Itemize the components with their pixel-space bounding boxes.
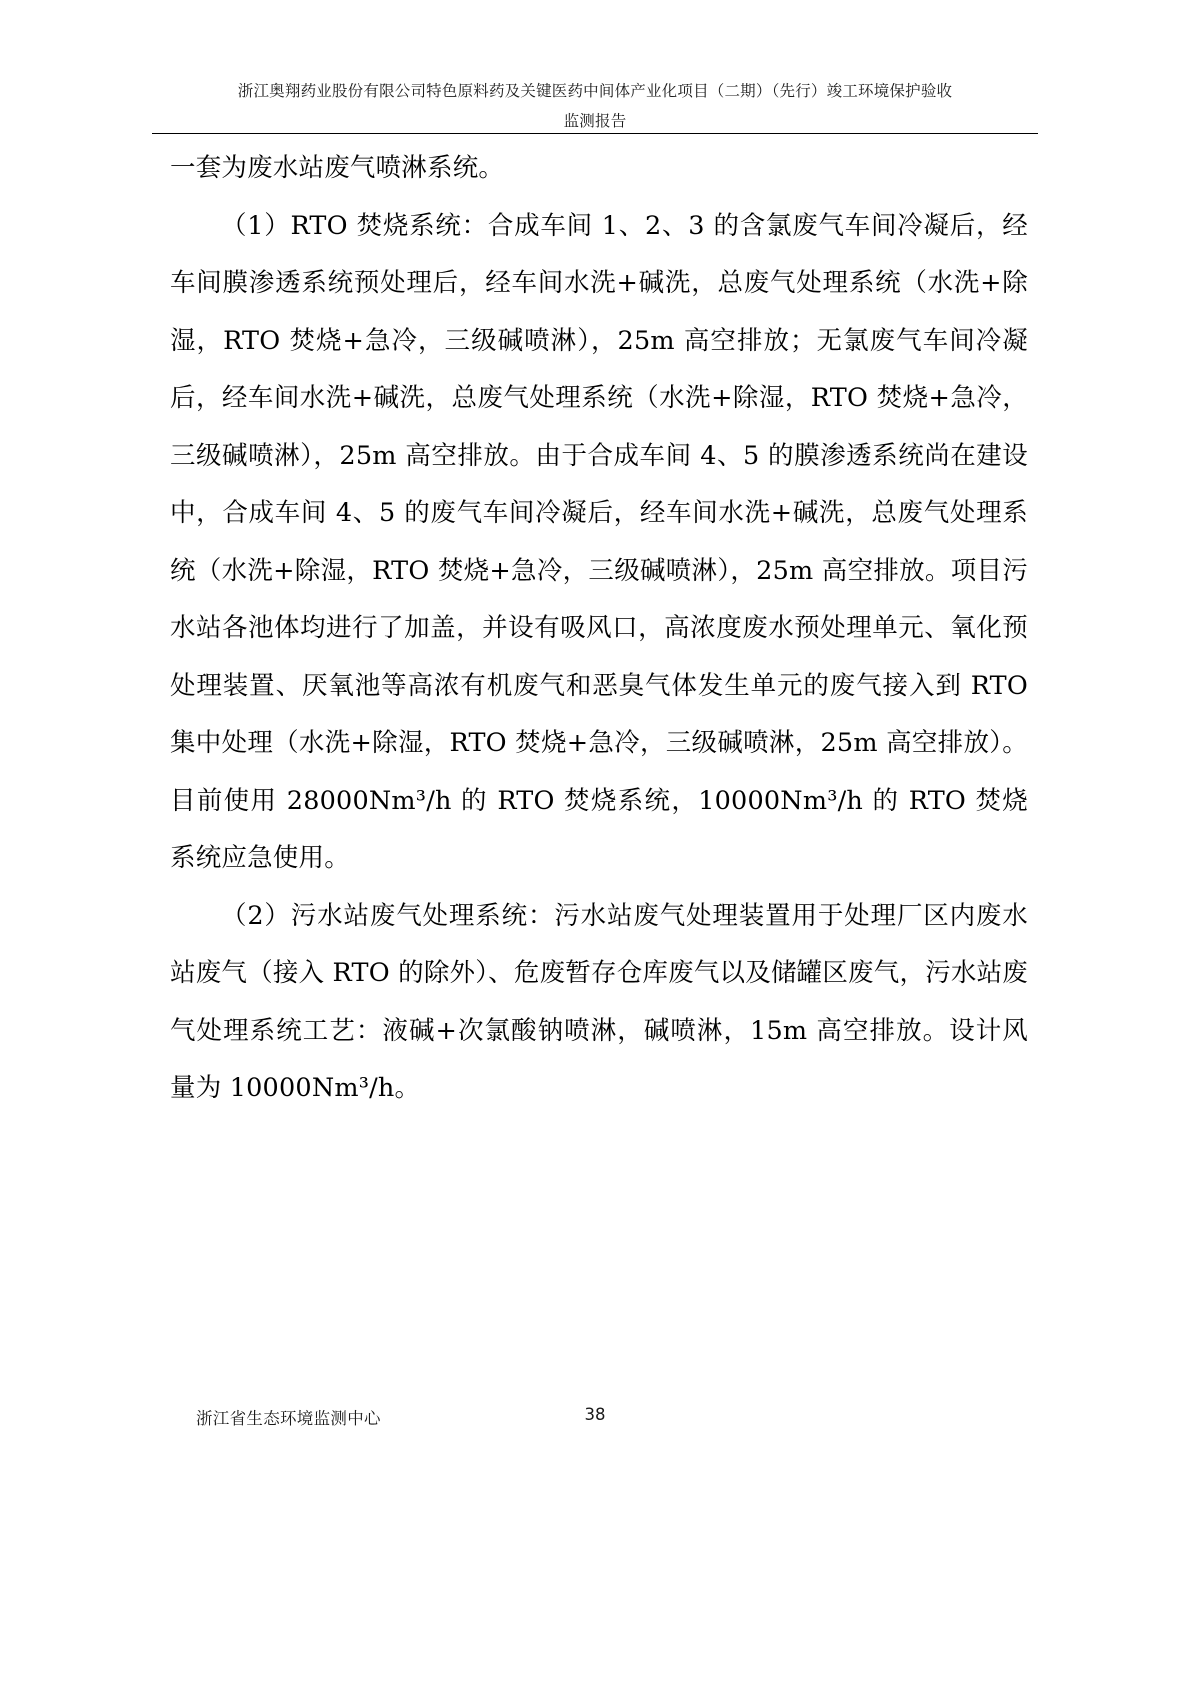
- header-line-1: 浙江奥翔药业股份有限公司特色原料药及关键医药中间体产业化项目（二期）（先行）竣工环境保护验收: [237, 82, 953, 100]
- paragraph-wastewater-gas-system: （2）污水站废气处理系统：污水站废气处理装置用于处理厂区内废水站废气（接入 RTO 的除外）、危废暂存仓库废气以及储罐区废气，污水站废气处理系统工艺：液碱+次氯酸钠喷淋，碱喷淋，15m 高空排放。设计风量为 10000Nm³/h。: [170, 900, 1028, 1103]
- footer-page-number: 38: [584, 1405, 606, 1424]
- header-divider: [152, 133, 1038, 134]
- page-header: [152, 76, 1038, 136]
- paragraph-intro: 一套为废水站废气喷淋系统。: [170, 153, 505, 183]
- document-body: [170, 140, 1028, 1118]
- footer-organization: 浙江省生态环境监测中心: [196, 1409, 381, 1428]
- header-line-2: 监测报告: [563, 112, 627, 130]
- paragraph-rto-system: （1）RTO 焚烧系统：合成车间 1、2、3 的含氯废气车间冷凝后，经车间膜渗透系统预处理后，经车间水洗+碱洗，总废气处理系统（水洗+除湿，RTO 焚烧+急冷，三级碱喷淋），25m 高空排放；无氯废气车间冷凝后，经车间水洗+碱洗，总废气处理系统（水洗+除湿，RTO 焚烧+急冷，三级碱喷淋），25m 高空排放。由于合成车间 4、5 的膜渗透系统尚在建设中，合成车间 4、5 的废气车间冷凝后，经车间水洗+碱洗，总废气处理系统（水洗+除湿，RTO 焚烧+急冷，三级碱喷淋），25m 高空排放。项目污水站各池体均进行了加盖，并设有吸风口，高浓度废水预处理单元、氧化预处理装置、厌氧池等高浓有机废气和恶臭气体发生单元的废气接入到 RTO 集中处理（水洗+除湿，RTO 焚烧+急冷，三级碱喷淋，25m 高空排放）。目前使用 28000Nm³/h 的 RTO 焚烧系统，10000Nm³/h 的 RTO 焚烧系统应急使用。: [170, 210, 1028, 873]
